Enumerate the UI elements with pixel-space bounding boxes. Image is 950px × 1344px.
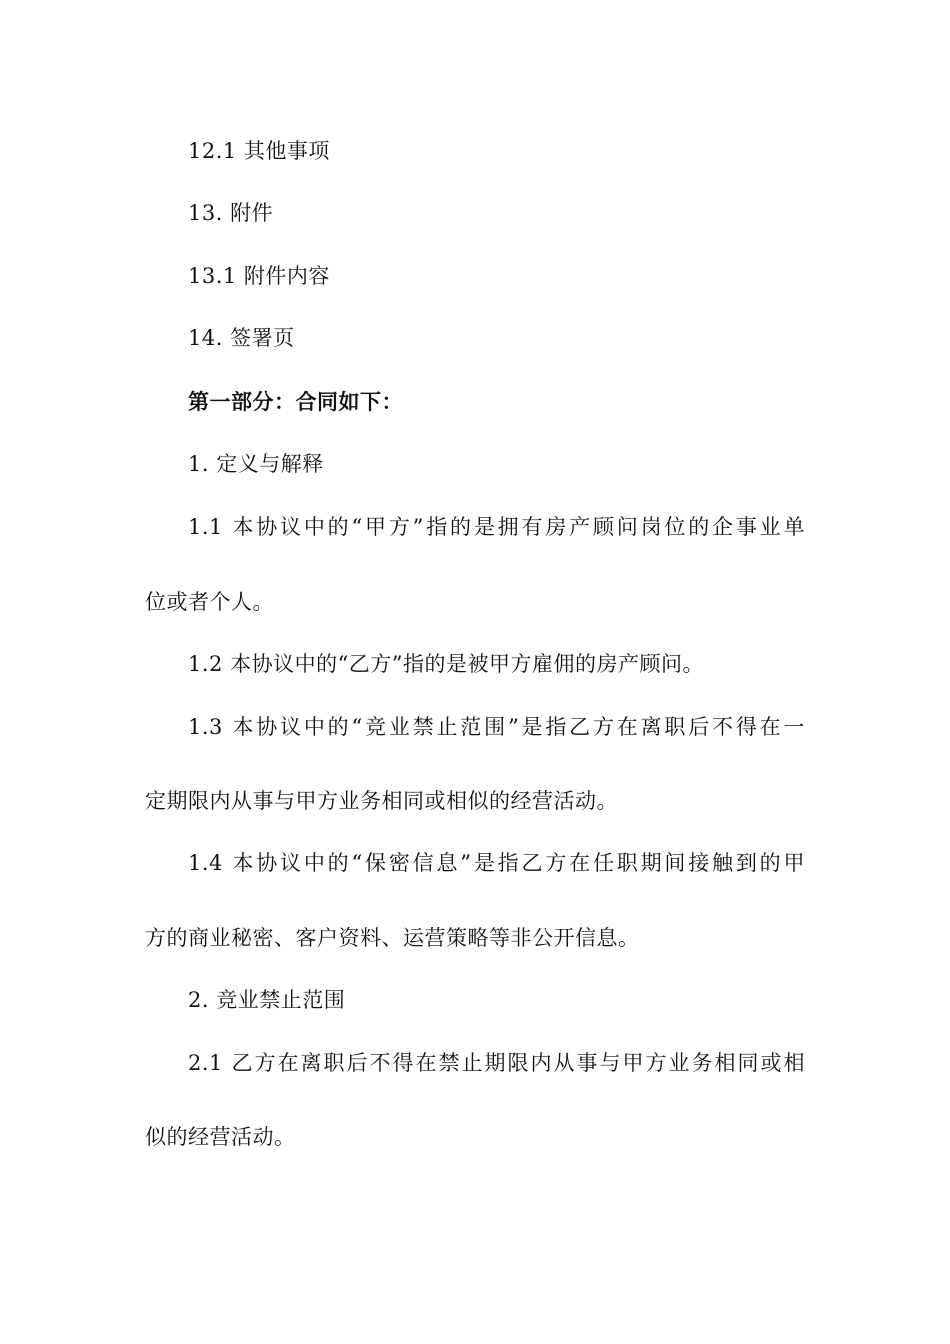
- section-heading: 第一部分：合同如下：: [188, 389, 403, 414]
- clause-1-3-line-2: 定期限内从事与甲方业务相同或相似的经营活动。: [145, 789, 618, 813]
- clause-1-1-line-1: 1.1 本协议中的“甲方”指的是拥有房产顾问岗位的企事业单: [188, 515, 805, 539]
- toc-item-14: 14. 签署页: [188, 326, 295, 350]
- clause-1-1-line-2: 位或者个人。: [145, 590, 274, 614]
- toc-item-13: 13. 附件: [188, 201, 274, 225]
- clause-1-4-line-1: 1.4 本协议中的“保密信息”是指乙方在任职期间接触到的甲: [188, 851, 805, 875]
- clause-1-4-line-2: 方的商业秘密、客户资料、运营策略等非公开信息。: [145, 926, 640, 950]
- clause-2-1-line-2: 似的经营活动。: [145, 1125, 296, 1149]
- toc-item-12-1: 12.1 其他事项: [188, 139, 330, 163]
- clause-1-2: 1.2 本协议中的“乙方”指的是被甲方雇佣的房产顾问。: [188, 652, 705, 676]
- toc-item-13-1: 13.1 附件内容: [188, 264, 330, 288]
- clause-1-heading: 1. 定义与解释: [188, 452, 324, 476]
- clause-2-1-line-1: 2.1 乙方在离职后不得在禁止期限内从事与甲方业务相同或相: [188, 1051, 805, 1075]
- clause-1-3-line-1: 1.3 本协议中的“竞业禁止范围”是指乙方在离职后不得在一: [188, 715, 805, 739]
- clause-2-heading: 2. 竞业禁止范围: [188, 988, 346, 1012]
